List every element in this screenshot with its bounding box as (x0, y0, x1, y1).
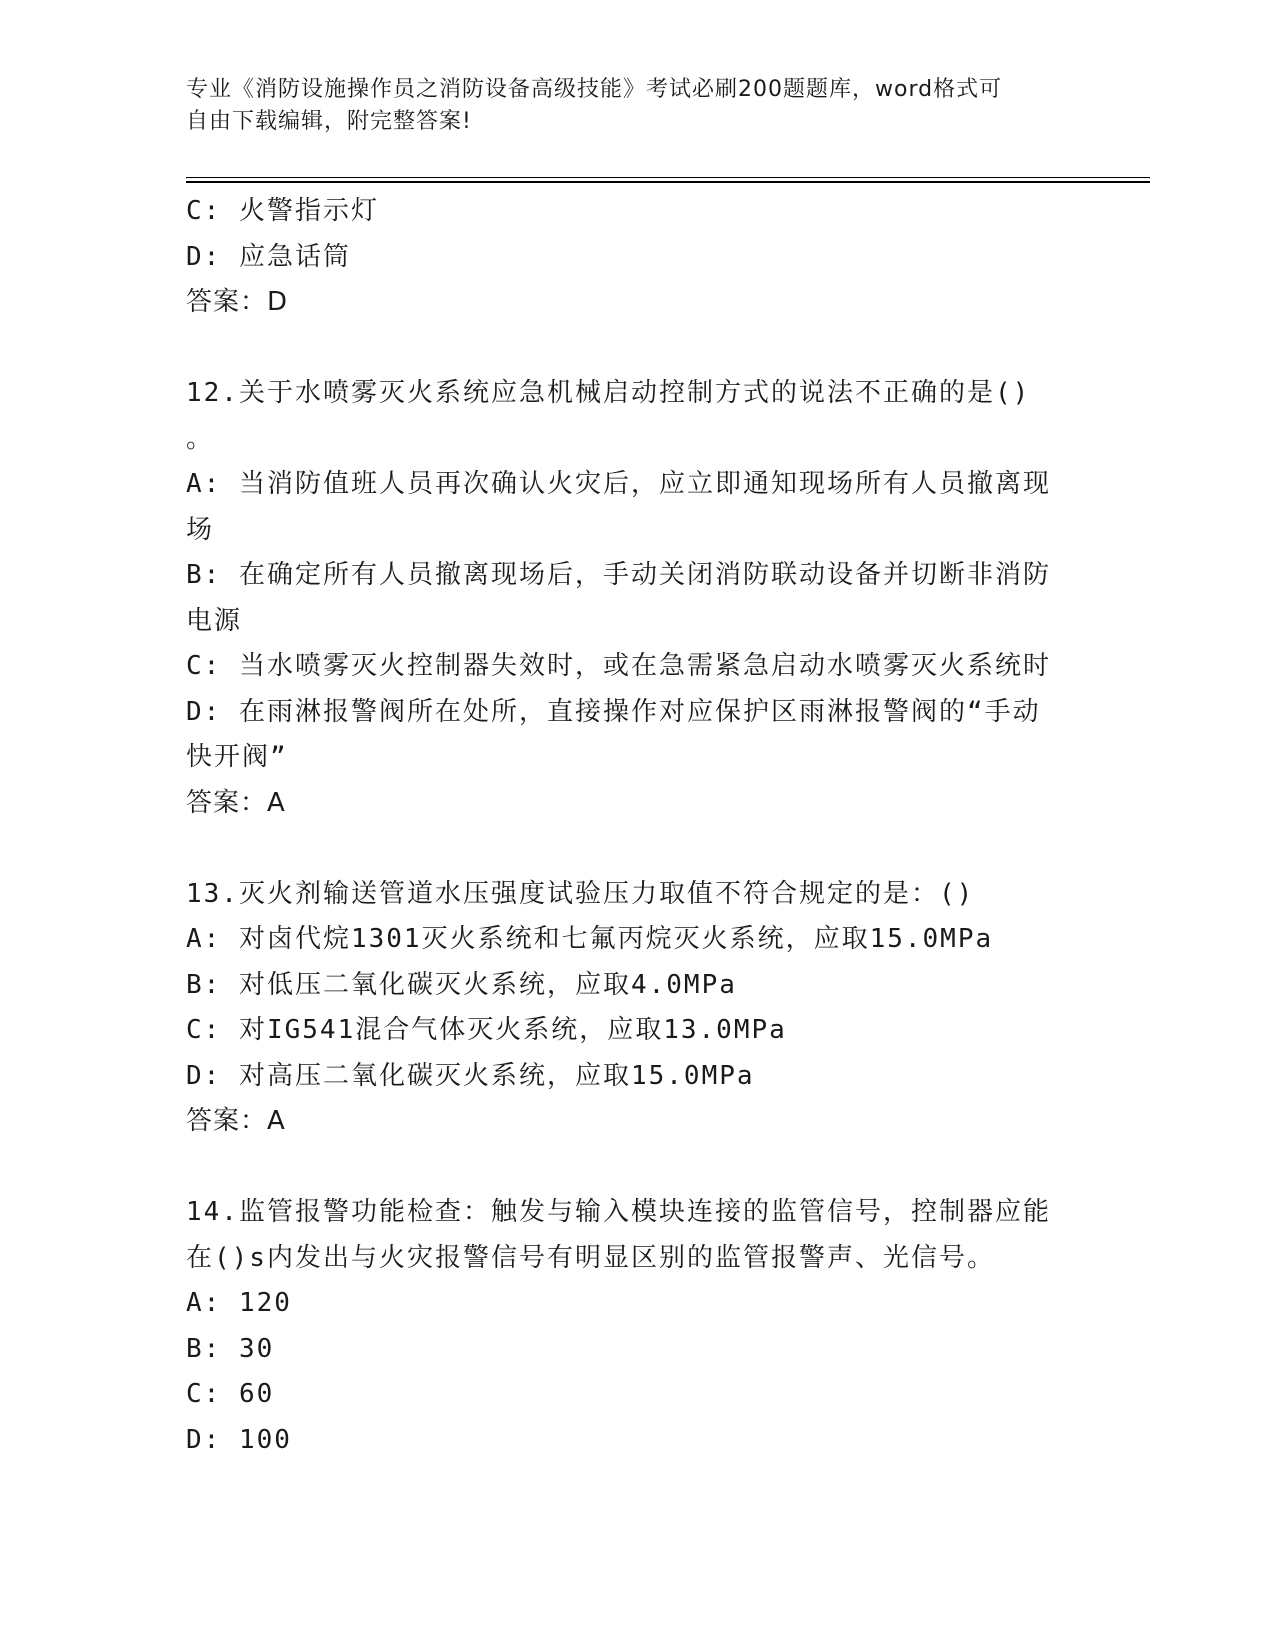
spacer (186, 826, 1086, 872)
q14-option-d: D: 100 (186, 1424, 292, 1455)
q12-answer: 答案：A (186, 787, 286, 818)
q12-stem-line-2: 。 (186, 423, 215, 454)
q12-option-a-line-1: A: 当消防值班人员再次确认火灾后，应立即通知现场所有人员撤离现 (186, 469, 1051, 499)
q12-option-b-line-1: B: 在确定所有人员撤离现场后，手动关闭消防联动设备并切断非消防 (186, 560, 1051, 590)
q13-answer: 答案：A (186, 1106, 286, 1136)
q13-option-a: A: 对卤代烷1301灭火系统和七氟丙烷灭火系统，应取15.0MPa (186, 924, 994, 954)
q12-option-c: C: 当水喷雾灭火控制器失效时，或在急需紧急启动水喷雾灭火系统时 (186, 651, 1051, 681)
document-header (186, 74, 1066, 138)
document-body (186, 189, 1086, 1463)
q13-option-c: C: 对IG541混合气体灭火系统，应取13.0MPa (186, 1015, 787, 1045)
q14-option-c: C: 60 (186, 1379, 275, 1409)
prev-option-d: D: 应急话筒 (186, 241, 351, 272)
q12-option-a-line-2: 场 (186, 514, 215, 545)
q12-stem-line-1: 12.关于水喷雾灭火系统应急机械启动控制方式的说法不正确的是() (186, 378, 1031, 408)
spacer (186, 1145, 1086, 1191)
q14-stem-line-2: 在()s内发出与火灾报警信号有明显区别的监管报警声、光信号。 (186, 1242, 995, 1273)
q14-option-b: B: 30 (186, 1333, 275, 1364)
prev-answer: 答案：D (186, 287, 289, 317)
q12-option-d-line-2: 快开阀” (186, 742, 288, 772)
header-rule-thin (186, 177, 1150, 178)
prev-option-c: C: 火警指示灯 (186, 196, 379, 226)
q13-stem: 13.灭火剂输送管道水压强度试验压力取值不符合规定的是：() (186, 878, 975, 909)
q13-option-d: D: 对高压二氧化碳灭火系统，应取15.0MPa (186, 1060, 755, 1091)
header-line-1: 专业《消防设施操作员之消防设备高级技能》考试必刷200题题库，word格式可 (186, 77, 1003, 102)
spacer (186, 326, 1086, 372)
header-line-2: 自由下载编辑，附完整答案! (186, 109, 472, 134)
q12-option-d-line-1: D: 在雨淋报警阀所在处所，直接操作对应保护区雨淋报警阀的“手动 (186, 696, 1041, 727)
q13-option-b: B: 对低压二氧化碳灭火系统，应取4.0MPa (186, 969, 737, 1000)
header-rule-thick (186, 181, 1150, 183)
q14-stem-line-1: 14.监管报警功能检查：触发与输入模块连接的监管信号，控制器应能 (186, 1197, 1051, 1227)
q14-option-a: A: 120 (186, 1288, 292, 1318)
q12-option-b-line-2: 电源 (186, 605, 243, 636)
